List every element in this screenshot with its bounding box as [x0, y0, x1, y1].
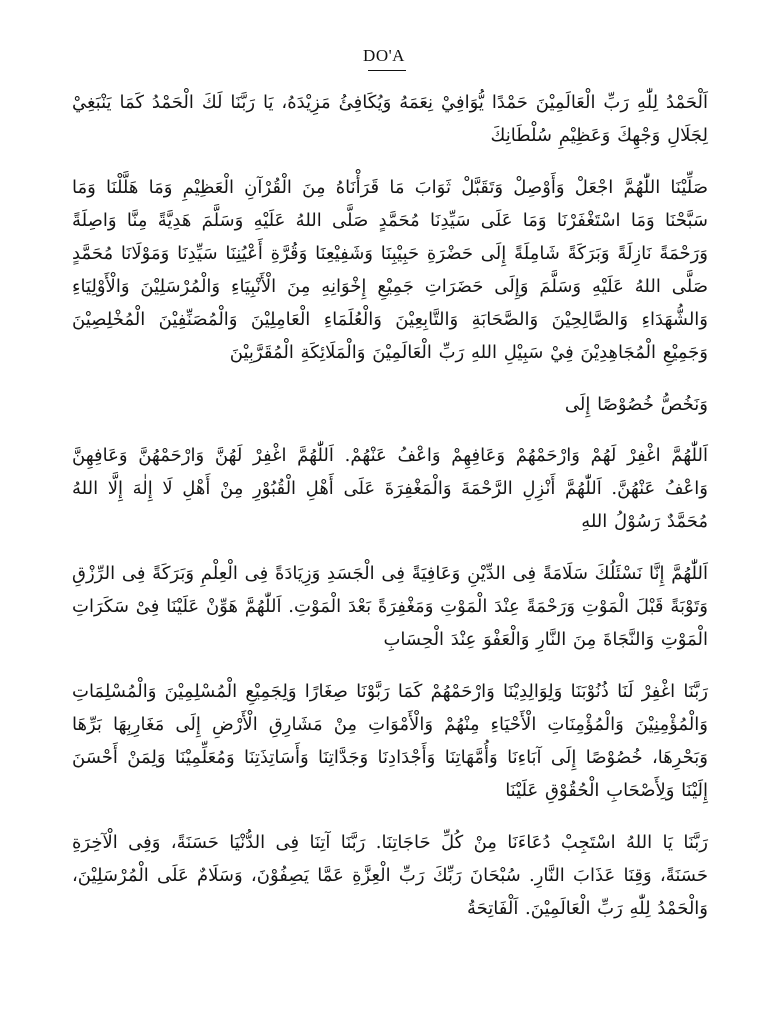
page-title: DO'A — [363, 46, 405, 65]
paragraph-dedication: صَلِّيْنَا اللّٰهُمَّ اجْعَلْ وَأَوْصِلْ وَتَقَبَّلْ ثَوَابَ مَا قَرَأْنَاهُ مِنَ الْقُرْآنِ الْعَظِيْمِ وَمَا هَلَّلْنَا وَمَا سَبَّحْنَا وَمَا اسْتَغْفَرْنَا وَمَا عَلَى سَيِّدِنَا مُحَمَّدٍ صَلَّى اللهُ عَلَيْهِ وَسَلَّمَ هَدِيَّةً مِنَّا وَاصِلَةً وَرَحْمَةً نَازِلَةً وَبَرَكَةً شَامِلَةً إِلَى حَضْرَةِ حَبِيْبِنَا وَشَفِيْعِنَا وَقُرَّةِ أَعْيُنِنَا سَيِّدِنَا وَمَوْلَانَا مُحَمَّدٍ صَلَّى اللهُ عَلَيْهِ وَسَلَّمَ وَإِلَى حَضَرَاتِ جَمِيْعِ إِخْوَانِهِ مِنَ الْأَنْبِيَاءِ وَالْمُرْسَلِيْنَ وَالْأَوْلِيَاءِ وَالشُّهَدَاءِ وَالصَّالِحِيْنَ وَالصَّحَابَةِ وَالتَّابِعِيْنَ وَالْعُلَمَاءِ الْعَامِلِيْنَ وَالْمُصَنِّفِيْنَ الْمُخْلِصِيْنَ وَجَمِيْعِ الْمُجَاهِدِيْنَ فِيْ سَبِيْلِ اللهِ رَبِّ الْعَالَمِيْنَ وَالْمَلَائِكَةِ الْمُقَرَّبِيْنَ — [72, 177, 709, 363]
paragraph-closing: رَبَّنَا يَا اللهُ اسْتَجِبْ دُعَاءَنَا مِنْ كُلِّ حَاجَاتِنَا. رَبَّنَا آتِنَا فِى الدُّنْيَا حَسَنَةً، وَفِى الْآخِرَةِ حَسَنَةً، وَقِنَا عَذَابَ النَّارِ. سُبْحَانَ رَبِّكَ رَبِّ الْعِزَّةِ عَمَّا يَصِفُوْنَ، وَسَلَامٌ عَلَى الْمُرْسَلِيْنَ، وَالْحَمْدُ لِلّٰهِ رَبِّ الْعَالَمِيْنَ. اَلْفَاتِحَةُ — [72, 832, 708, 919]
title-underline — [368, 70, 406, 71]
paragraph-praise: اَلْحَمْدُ لِلّٰهِ رَبِّ الْعَالَمِيْنَ حَمْدًا يُّوَافِيْ نِعَمَهُ وَيُكَافِئُ مَزِيْدَهُ، يَا رَبَّنَا لَكَ الْحَمْدُ كَمَا يَنْبَغِيْ لِجَلَالِ وَجْهِكَ وَعَظِيْمِ سُلْطَانِكَ — [72, 92, 708, 146]
paragraph-specifically: وَنَخُصُّ خُصُوْصًا إِلَى — [564, 394, 708, 415]
prayer-body — [72, 86, 708, 944]
paragraph-wellbeing: اَللّٰهُمَّ إِنَّا نَسْئَلُكَ سَلَامَةً فِى الدِّيْنِ وَعَافِيَةً فِى الْجَسَدِ وَزِيَادَةً فِى الْعِلْمِ وَبَرَكَةً فِى الرِّزْقِ وَتَوْبَةً قَبْلَ الْمَوْتِ وَرَحْمَةً عِنْدَ الْمَوْتِ وَمَغْفِرَةً بَعْدَ الْمَوْتِ. اَللّٰهُمَّ هَوِّنْ عَلَيْنَا فِىْ سَكَرَاتِ الْمَوْتِ وَالنَّجَاةَ مِنَ النَّارِ وَالْعَفْوَ عِنْدَ الْحِسَابِ — [72, 563, 708, 650]
paragraph-forgiveness: اَللّٰهُمَّ اغْفِرْ لَهُمْ وَارْحَمْهُمْ وَعَافِهِمْ وَاعْفُ عَنْهُمْ. اَللّٰهُمَّ اغْفِرْ لَهُنَّ وَارْحَمْهُنَّ وَعَافِهِنَّ وَاعْفُ عَنْهُنَّ. اَللّٰهُمَّ أَنْزِلِ الرَّحْمَةَ وَالْمَغْفِرَةَ عَلَى أَهْلِ الْقُبُوْرِ مِنْ أَهْلِ لَا إِلٰهَ إِلَّا اللهُ مُحَمَّدٌ رَسُوْلُ اللهِ — [72, 445, 708, 532]
paragraph-parents: رَبَّنَا اغْفِرْ لَنَا ذُنُوْبَنَا وَلِوَالِدِيْنَا وَارْحَمْهُمْ كَمَا رَبَّوْنَا صِغَارًا وَلِجَمِيْعِ الْمُسْلِمِيْنَ وَالْمُسْلِمَاتِ وَالْمُؤْمِنِيْنَ وَالْمُؤْمِنَاتِ الْأَحْيَاءِ مِنْهُمْ وَالْأَمْوَاتِ مِنْ مَشَارِقِ الْأَرْضِ إِلَى مَغَارِبِهَا بَرِّهَا وَبَحْرِهَا، خُصُوْصًا إِلَى آبَاءِنَا وَأُمَّهَاتِنَا وَأَجْدَادِنَا وَجَدَّاتِنَا وَأَسَاتِذَتِنَا وَمُعَلِّمِيْنَا وَلِمَنْ أَحْسَنَ إِلَيْنَا وَلِأَصْحَابِ الْحُقُوْقِ عَلَيْنَا — [72, 681, 708, 801]
